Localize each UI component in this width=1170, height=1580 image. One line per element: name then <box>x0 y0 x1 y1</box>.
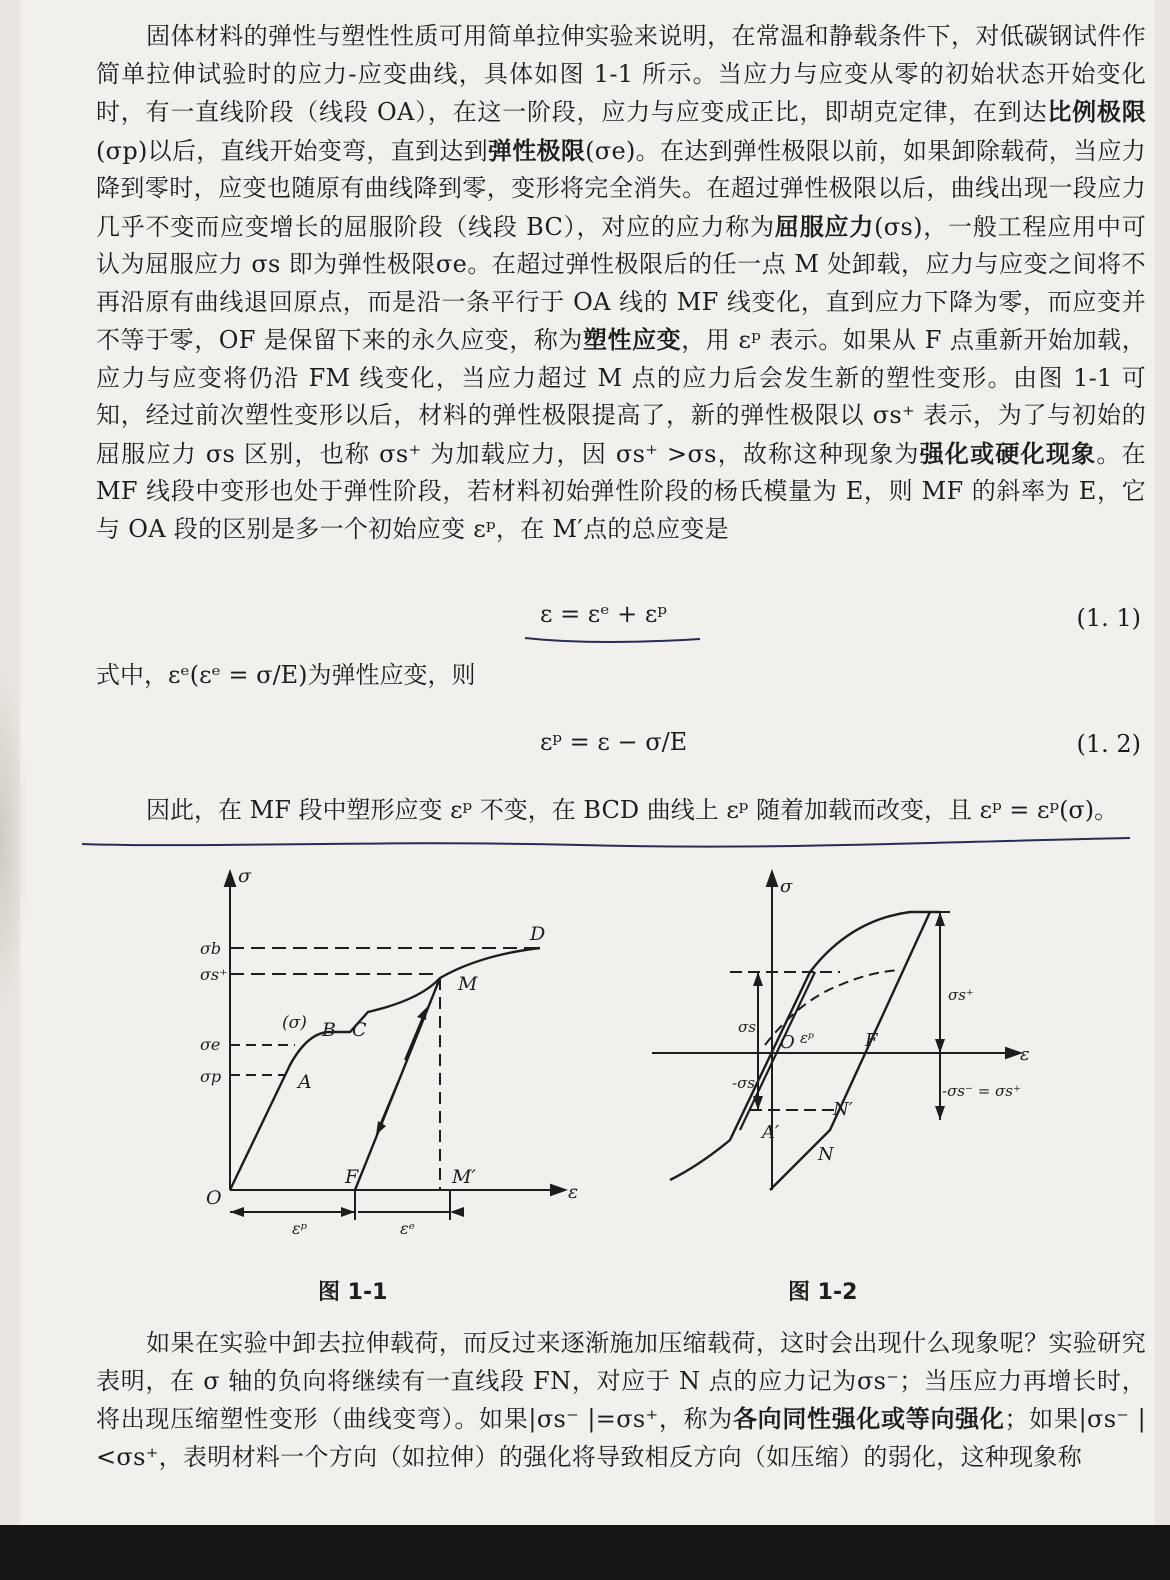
stress-strain-curve <box>230 948 540 1190</box>
arrowhead-down <box>376 1121 386 1135</box>
fig2-O: O <box>780 1032 795 1053</box>
pen-underline-2 <box>80 830 1140 854</box>
p4-seg: 如果在实验中卸去拉伸载荷，而反过来逐渐施加压缩载荷，这时会出现什么现象呢？实验研究表明，在 σ 轴的负向将继续有一直线段 FN，对应于 N 点的应力记为σs⁻；当压应力再增长时，将出现压缩塑性变形（曲线变弯）。如果|σs⁻ |=σs⁺，称为 <box>96 1329 1146 1433</box>
equation-1-1: ε = εᵉ + εᵖ <box>540 600 667 628</box>
pen-underline <box>520 630 710 650</box>
fig1-sigma-label: σ <box>238 865 251 887</box>
eps-arrow-1 <box>551 1185 565 1195</box>
figure-1-1-caption: 图 1-1 <box>318 1280 388 1305</box>
figure-1-2 <box>640 860 1040 1260</box>
fig2-sigma-s-plus: σs⁺ <box>948 986 974 1004</box>
equation-number-1-1: (1. 1) <box>1076 604 1141 632</box>
paragraph-bcd <box>96 790 1146 825</box>
equation-number-1-2: (1. 2) <box>1076 730 1141 758</box>
term-isotropic-hardening: 各向同性强化或等向强化 <box>732 1404 1005 1433</box>
load-arrow-up <box>405 1012 425 1060</box>
loading-line <box>740 972 815 1130</box>
fig1-A: A <box>298 1071 312 1093</box>
fig1-B: B <box>322 1019 336 1041</box>
term-hardening: 强化或硬化现象 <box>919 438 1097 468</box>
fig2-eps-label: ε <box>1020 1044 1030 1065</box>
term-plastic-strain: 塑性应变 <box>582 325 682 354</box>
fig1-O: O <box>206 1187 222 1209</box>
fig2-neg-sigma-s: -σs <box>732 1074 756 1092</box>
figure-1-2-caption: 图 1-2 <box>788 1280 858 1305</box>
fig1-sigma-paren: (σ) <box>282 1013 307 1033</box>
p1-seg: ，用 εᵖ 表示。如果从 F 点重新开始加载，应力与应变将仍沿 FM 线变化，当应力超过 M 点的应力后会发生新的塑性变形。由图 1-1 可知，经过前次塑性变形以后，材料的弹性极限提高了，新的弹性极限以 σs⁺ 表示，为了与初始的屈服应力 σs 区别，也称 σs⁺ 为加载应力，因 σs⁺ >σs，故称这种现象为 <box>96 326 1146 468</box>
fig1-D: D <box>530 923 546 945</box>
p4-seg: ；如果|σs⁻ |<σs⁺，表明材料一个方向（如拉伸）的强化将导致相反方向（如压缩）的弱化，这种现象称 <box>96 1405 1146 1471</box>
p1-seg: 固体材料的弹性与塑性性质可用简单拉伸实验来说明，在常温和静载条件下，对低碳钢试件作简单拉伸试验时的应力-应变曲线，具体如图 1-1 所示。当应力与应变从零的初始状态开始变化时，有一直线阶段（线段 OA），在这一阶段，应力与应变成正比，即胡克定律，在到达 <box>96 22 1146 126</box>
term-yield-stress: 屈服应力 <box>774 211 875 241</box>
p3-text: 因此，在 MF 段中塑形应变 εᵖ 不变，在 BCD 曲线上 εᵖ 随着加载而改变，且 εᵖ = εᵖ(σ)。 <box>146 796 1119 824</box>
fig2-sigma-label: σ <box>780 876 793 897</box>
paragraph-compression <box>96 1325 1146 1525</box>
dim-arrow-2 <box>341 1207 355 1217</box>
figure-1-1 <box>200 860 600 1260</box>
elastic-strain-line: 式中，εᵉ(εᵉ = σ/E)为弹性应变，则 <box>96 661 476 689</box>
term-elastic-limit: 弹性极限 <box>487 135 586 165</box>
sigma-arrow-2 <box>767 872 777 886</box>
paragraph-stress-strain <box>96 18 1146 588</box>
fig2-Aprime: A′ <box>762 1122 780 1143</box>
fig2-N: N <box>818 1144 834 1165</box>
term-proportional-limit: 比例极限 <box>1047 97 1146 126</box>
dim-arrow-1 <box>230 1207 244 1217</box>
equation-1-2: εᵖ = ε − σ/E <box>540 728 688 756</box>
fig1-ee: εᵉ <box>400 1219 415 1238</box>
fig1-sigma-e: σe <box>200 1035 221 1054</box>
book-page <box>20 0 1155 1525</box>
bottom-bar <box>0 1525 1170 1580</box>
p1-seg: 。在 MF 线段中变形也处于弹性阶段，若材料初始弹性阶段的杨氏模量为 E，则 MF 的斜率为 E，它与 OA 段的区别是多一个初始应变 εᵖ，在 M′点的总应变是 <box>96 439 1146 543</box>
fig1-C: C <box>352 1019 367 1041</box>
fig1-eps-label: ε <box>568 1181 579 1203</box>
p1-seg: (σe)。在达到弹性极限以前，如果卸除载荷，当应力降到零时，应变也随原有曲线降到零，变形将完全消失。在超过弹性极限以后，曲线出现一段应力几乎不变而应变增长的屈服阶段（线段 BC），对应的应力称为 <box>96 136 1147 241</box>
fig2-sigma-s: σs <box>738 1018 756 1036</box>
p1-seg: (σp)以后，直线开始变弯，直到达到 <box>96 136 488 165</box>
load-arrow-down <box>378 1082 398 1130</box>
fig1-sigma-s-plus: σs⁺ <box>200 965 228 984</box>
fig1-Mprime: M′ <box>452 1166 476 1188</box>
fig1-sigma-b: σb <box>200 939 222 958</box>
fig1-F: F <box>345 1166 359 1188</box>
p1-seg: (σs)，一般工程应用中可认为屈服应力 σs 即为弹性极限σe。在超过弹性极限后的任一点 M 处卸载，应力与应变之间将不再沿原有曲线退回原点，而是沿一条平行于 OA 线的 MF 线变化，直到应力下降为零，而应变并不等于零，OF 是保留下来的永久应变，称为 <box>96 212 1146 354</box>
fig2-Nprime: N′ <box>833 1099 853 1120</box>
eps-arrow-2 <box>1006 1048 1020 1058</box>
arrowhead-up <box>417 1007 427 1020</box>
fig1-M: M <box>458 973 478 995</box>
fig2-relation: -σs⁻ = σs⁺ <box>942 1082 1021 1100</box>
fig1-ep: εᵖ <box>292 1219 307 1238</box>
fig2-ep: εᵖ <box>800 1029 815 1047</box>
fig2-F: F <box>865 1030 878 1051</box>
dim-arrow-3 <box>450 1207 464 1217</box>
sigma-arrow-1 <box>225 872 235 886</box>
page-shadow <box>0 660 28 1020</box>
fig1-sigma-p: σp <box>200 1067 222 1086</box>
